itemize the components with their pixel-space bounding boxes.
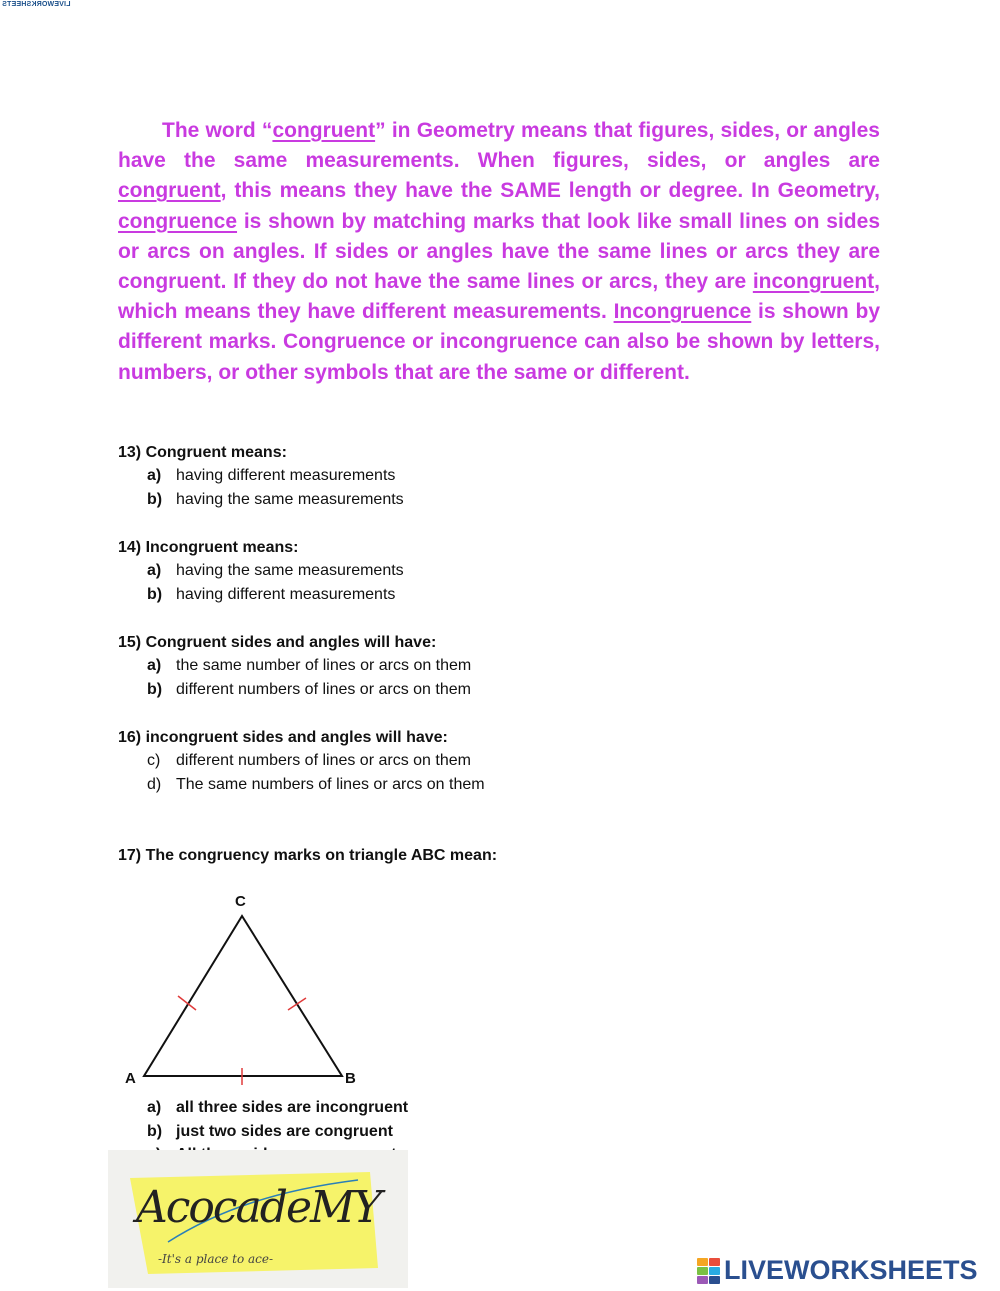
option-14b[interactable] [147, 583, 818, 607]
vertex-label-b: B [345, 1070, 356, 1087]
underlined-term: incongruent [752, 270, 875, 294]
option-text: having different measurements [176, 585, 396, 603]
option-text: all three sides are incongruent [176, 1099, 409, 1116]
option-letter: b) [147, 490, 163, 508]
option-text: having the same measurements [176, 490, 404, 508]
option-16c[interactable] [147, 749, 818, 773]
option-15a[interactable] [147, 654, 818, 678]
triangle-outline [144, 916, 342, 1076]
academy-logo [108, 1150, 408, 1288]
option-text: The same numbers of lines or arcs on them [176, 775, 485, 793]
option-letter: b) [147, 680, 163, 698]
congruency-mark-left [178, 996, 196, 1010]
logo-tagline: -It's a place to ace- [158, 1252, 274, 1266]
question-title: 17) The congruency marks on triangle ABC mean: [118, 847, 498, 864]
option-letter: b) [147, 1122, 163, 1140]
brand-name: LIVEWORKSHEETS [724, 1254, 978, 1285]
option-14a[interactable] [147, 559, 818, 583]
liveworksheets-brand [697, 1254, 978, 1286]
intro-text: The word “ [162, 119, 273, 142]
underlined-term: congruent [272, 119, 376, 142]
underlined-term: congruent [118, 179, 221, 203]
option-text: just two sides are congruent [176, 1122, 393, 1140]
option-letter: d) [147, 775, 162, 793]
option-text: different numbers of lines or arcs on them [176, 680, 471, 698]
question-16 [118, 727, 818, 796]
question-13 [118, 442, 818, 511]
option-letter: a) [147, 467, 162, 484]
option-13b[interactable] [147, 488, 818, 512]
question-title: 13) Congruent means: [118, 444, 287, 461]
question-17 [118, 845, 818, 867]
option-text: having the same measurements [176, 562, 404, 579]
vertex-label-a: A [125, 1070, 136, 1087]
option-letter: c) [147, 752, 161, 769]
option-16d[interactable] [147, 773, 818, 797]
option-letter: a) [147, 657, 162, 674]
vertex-label-c: C [235, 893, 246, 910]
brand-icon [697, 1256, 721, 1284]
congruency-mark-right [288, 998, 306, 1010]
option-15b[interactable] [147, 678, 818, 702]
question-title: 14) Incongruent means: [118, 539, 299, 556]
option-letter: a) [147, 1099, 162, 1116]
intro-text: ” in Geometry means that figures, sides, or angles have the same measurements. When figures, sides, or angles are [118, 119, 880, 173]
underlined-term: Incongruence [613, 300, 752, 324]
intro-text: is shown by different marks. Congruence or incongruence can also be shown by letters, numbers, or other symbols that are the same or different. [118, 300, 880, 384]
option-17b[interactable] [147, 1120, 818, 1144]
triangle-figure [118, 888, 378, 1094]
intro-paragraph [118, 116, 880, 388]
question-title: 15) Congruent sides and angles will have: [118, 634, 437, 651]
intro-text: is shown by matching marks that look like small lines on sides or arcs on angles. If sides or angles have the same lines or arcs they are congruent. If they do not have the same lines or arcs, they are [118, 209, 880, 294]
option-13a[interactable] [147, 464, 818, 488]
question-15 [118, 632, 818, 701]
watermark-text: LIVEWORKSHEETS [2, 1, 71, 8]
option-17a[interactable] [147, 1096, 818, 1120]
option-letter: a) [147, 562, 162, 579]
option-letter: b) [147, 585, 163, 603]
option-text: different numbers of lines or arcs on them [176, 752, 471, 769]
option-text: the same number of lines or arcs on them [176, 657, 472, 674]
question-14 [118, 537, 818, 606]
intro-text: , which means they have different measurements. [118, 270, 880, 324]
triangle-abc [118, 888, 378, 1094]
underlined-term: congruence [118, 209, 238, 233]
option-text: having different measurements [176, 467, 396, 484]
logo-wordmark: AcocadeMY [136, 1182, 381, 1233]
intro-text: , this means they have the SAME length or degree. In Geometry, [220, 179, 880, 203]
question-title: 16) incongruent sides and angles will have: [118, 729, 448, 746]
